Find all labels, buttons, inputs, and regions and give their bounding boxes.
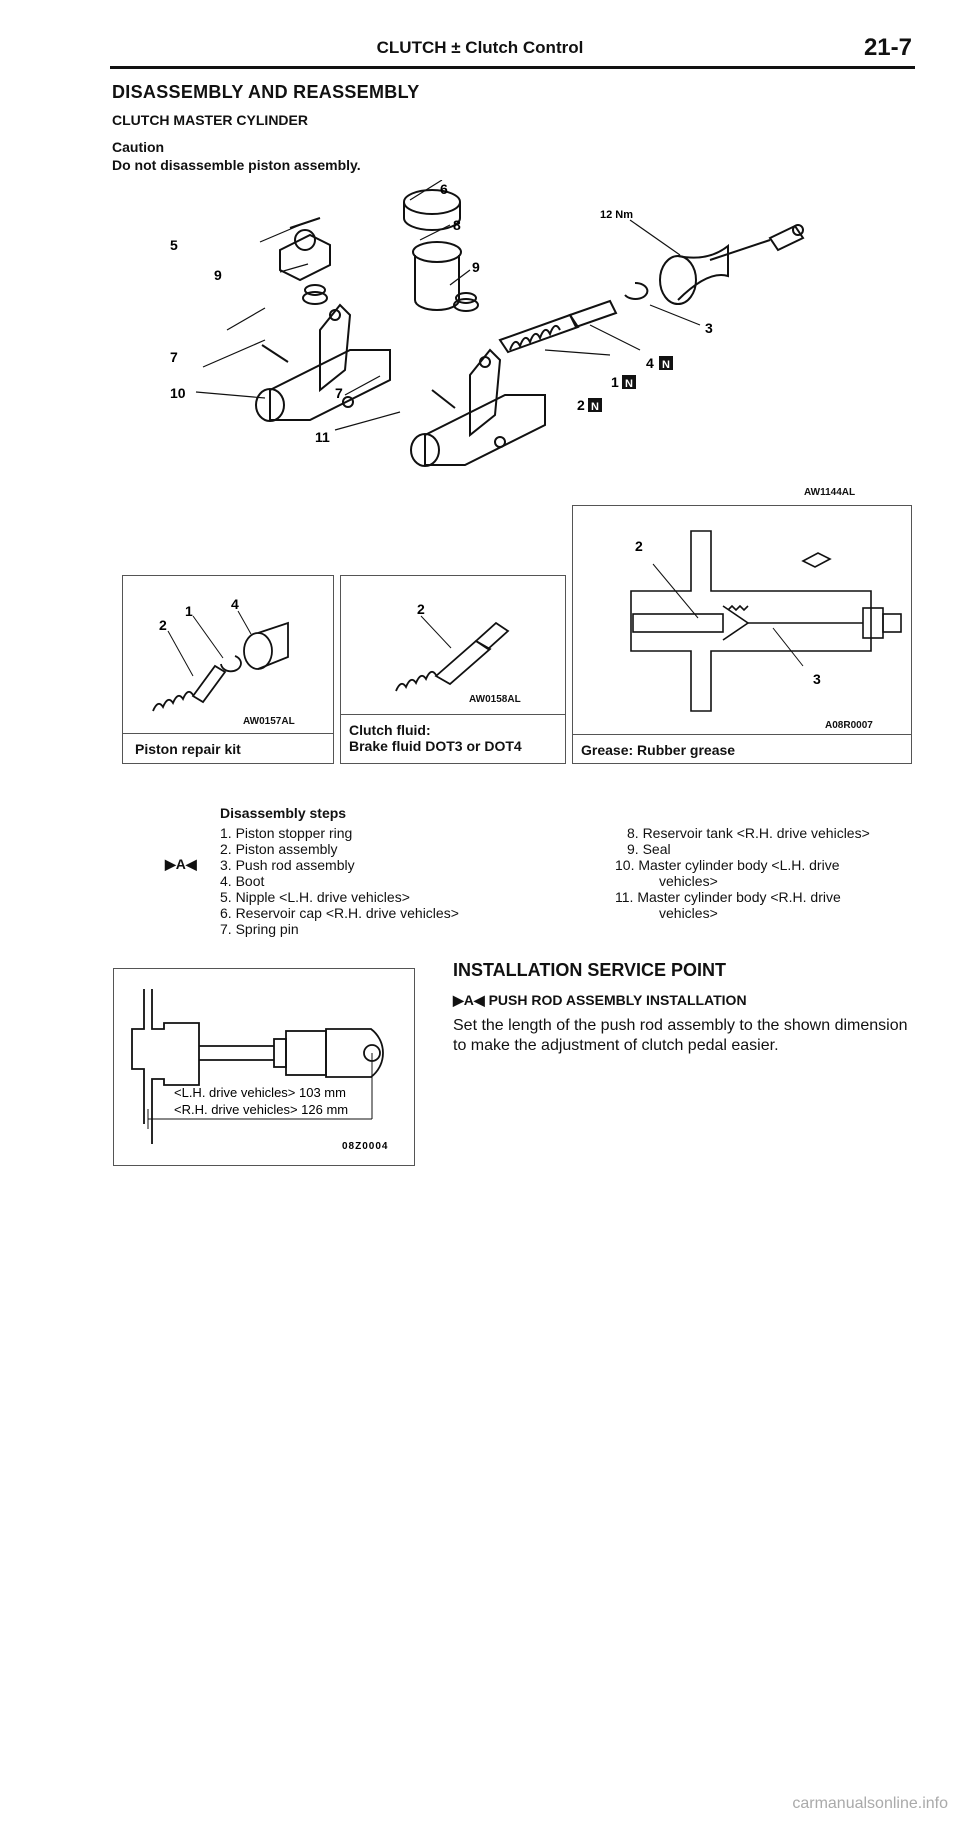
page-header-title: CLUTCH ± Clutch Control: [376, 38, 584, 57]
fluid-callout-2: 2: [417, 601, 425, 617]
nonreusable-mark-2: N: [591, 401, 599, 413]
installation-title: INSTALLATION SERVICE POINT: [453, 960, 727, 980]
disassembly-title: Disassembly steps: [220, 805, 347, 821]
disassembly-steps-right: [615, 825, 870, 921]
kit-callout-1: 1: [185, 603, 193, 619]
grease-callout-2: 2: [635, 538, 643, 554]
rh-dimension: <R.H. drive vehicles> 126 mm: [174, 1102, 349, 1117]
step-7: 7. Spring pin: [220, 921, 299, 937]
kit-figure-code: AW0157AL: [243, 716, 295, 727]
fluid-caption-line2: Brake fluid DOT3 or DOT4: [349, 738, 522, 754]
grease-drawing: [573, 506, 911, 726]
grease-figure-code: A08R0007: [825, 720, 873, 731]
marker-letter: A: [463, 992, 474, 1008]
step-8: 8. Reservoir tank <R.H. drive vehicles>: [627, 825, 870, 841]
fluid-figure-code: AW0158AL: [469, 694, 521, 705]
step-10-cont: vehicles>: [659, 873, 718, 889]
step-4: 4. Boot: [220, 873, 265, 889]
torque-label: 12 Nm: [600, 209, 634, 221]
footer-watermark: carmanualsonline.info: [792, 1795, 948, 1812]
kit-callout-2: 2: [159, 617, 167, 633]
lh-dimension: <L.H. drive vehicles> 103 mm: [174, 1085, 346, 1100]
fluid-caption: [349, 722, 522, 754]
nonreusable-mark-4: N: [662, 359, 670, 371]
detail-figure-grease: [572, 505, 912, 764]
disassembly-steps-left: [220, 825, 459, 937]
callout-5: 5: [170, 237, 178, 253]
marker-right-arrow-icon: ▶: [165, 856, 176, 872]
page-number: 21-7: [863, 34, 912, 61]
callout-9-right: 9: [472, 259, 480, 275]
marker-letter: A: [175, 856, 186, 872]
detail-figure-clutch-fluid: [340, 575, 566, 764]
step-11: 11. Master cylinder body <R.H. drive: [615, 889, 841, 905]
exploded-view-diagram: [170, 180, 890, 500]
callout-9-left: 9: [214, 267, 222, 283]
callout-8: 8: [453, 217, 461, 233]
step-10: 10. Master cylinder body <L.H. drive: [615, 857, 840, 873]
installation-text: Set the length of the push rod assembly to the shown dimension to make the adjustment of clutch pedal easier.: [453, 1017, 908, 1054]
detail-figure-piston-kit: [122, 575, 334, 764]
callout-3: 3: [705, 320, 713, 336]
marker-right-arrow-icon: ▶: [453, 992, 464, 1008]
step-2: 2. Piston assembly: [220, 841, 338, 857]
main-figure-code: AW1144AL: [804, 487, 856, 498]
step-6: 6. Reservoir cap <R.H. drive vehicles>: [220, 905, 459, 921]
callout-6: 6: [440, 181, 448, 197]
kit-caption: Piston repair kit: [135, 741, 241, 757]
kit-callout-4: 4: [231, 596, 239, 612]
pushrod-drawing: [114, 969, 414, 1165]
installation-subtitle: [453, 992, 747, 1009]
piston-drawing: [341, 576, 565, 726]
section-heading: DISASSEMBLY AND REASSEMBLY: [112, 82, 420, 102]
grease-callout-3: 3: [813, 671, 821, 687]
callout-7-left: 7: [170, 349, 178, 365]
caution-text: Do not disassemble piston assembly.: [112, 157, 361, 173]
subsection-heading: CLUTCH MASTER CYLINDER: [112, 112, 308, 128]
fluid-caption-line1: Clutch fluid:: [349, 722, 431, 738]
caution-note: [112, 138, 361, 174]
installation-subtitle-text: PUSH ROD ASSEMBLY INSTALLATION: [488, 992, 747, 1008]
callout-4: 4: [646, 355, 654, 371]
step-1: 1. Piston stopper ring: [220, 825, 353, 841]
step-11-cont: vehicles>: [659, 905, 718, 921]
service-point-a-marker: [165, 856, 197, 873]
callout-1: 1: [611, 374, 619, 390]
piston-kit-drawing: [123, 576, 333, 726]
step-9: 9. Seal: [627, 841, 671, 857]
callout-11: 11: [315, 429, 330, 445]
callout-2: 2: [577, 397, 585, 413]
pushrod-figure-code: 08Z0004: [342, 1141, 389, 1152]
pushrod-figure: [113, 968, 415, 1166]
step-3: 3. Push rod assembly: [220, 857, 355, 873]
step-5: 5. Nipple <L.H. drive vehicles>: [220, 889, 410, 905]
caution-label: Caution: [112, 139, 165, 155]
nonreusable-mark-1: N: [625, 378, 633, 390]
grease-caption: Grease: Rubber grease: [581, 742, 736, 758]
header-rule: [110, 66, 915, 69]
callout-10: 10: [170, 385, 186, 401]
marker-left-arrow-icon: ◀: [473, 992, 485, 1008]
callout-7-right: 7: [335, 385, 343, 401]
marker-left-arrow-icon: ◀: [185, 856, 197, 872]
